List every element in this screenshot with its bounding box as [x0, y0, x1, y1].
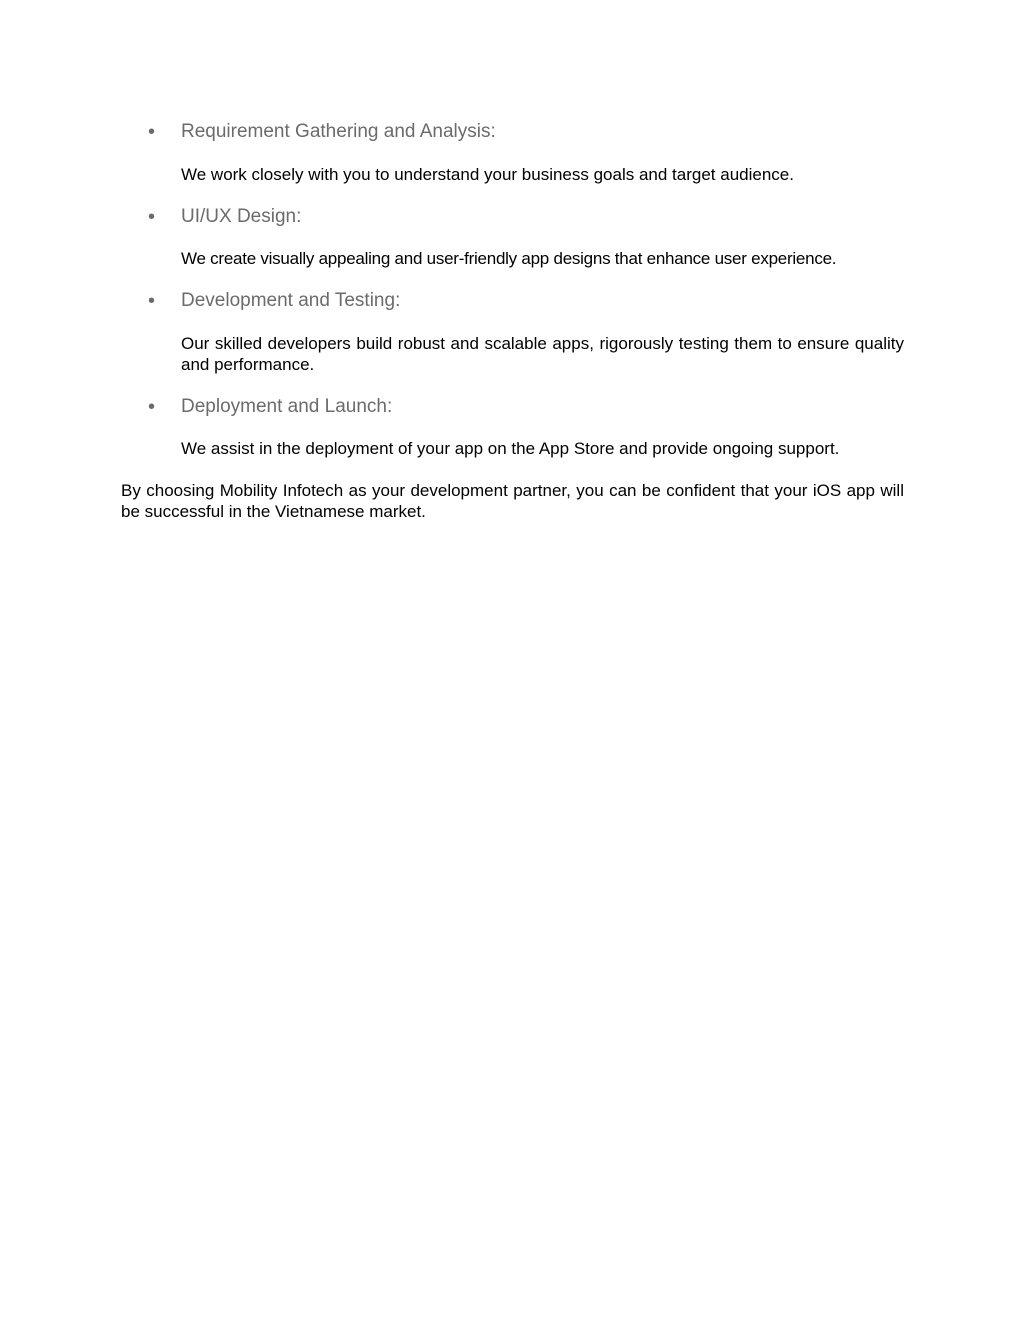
item-description: We assist in the deployment of your app on the App Store and provide ongoing support.: [181, 439, 840, 458]
closing-paragraph: By choosing Mobility Infotech as your development partner, you can be confident that your iOS app will be successful in the Vietnamese market.: [121, 481, 904, 521]
bullet-icon: •: [148, 121, 156, 143]
item-heading: Development and Testing:: [181, 290, 401, 311]
bullet-icon: •: [148, 206, 156, 228]
item-heading: Requirement Gathering and Analysis:: [181, 121, 496, 142]
item-heading: Deployment and Launch:: [181, 396, 393, 417]
item-description: Our skilled developers build robust and scalable apps, rigorously testing them to ensure quality and performance.: [181, 334, 904, 374]
item-heading: UI/UX Design:: [181, 206, 302, 227]
item-description: We create visually appealing and user-friendly app designs that enhance user experience.: [181, 249, 837, 268]
bullet-icon: •: [148, 290, 156, 312]
item-description: We work closely with you to understand your business goals and target audience.: [181, 165, 794, 184]
bullet-icon: •: [148, 396, 156, 418]
